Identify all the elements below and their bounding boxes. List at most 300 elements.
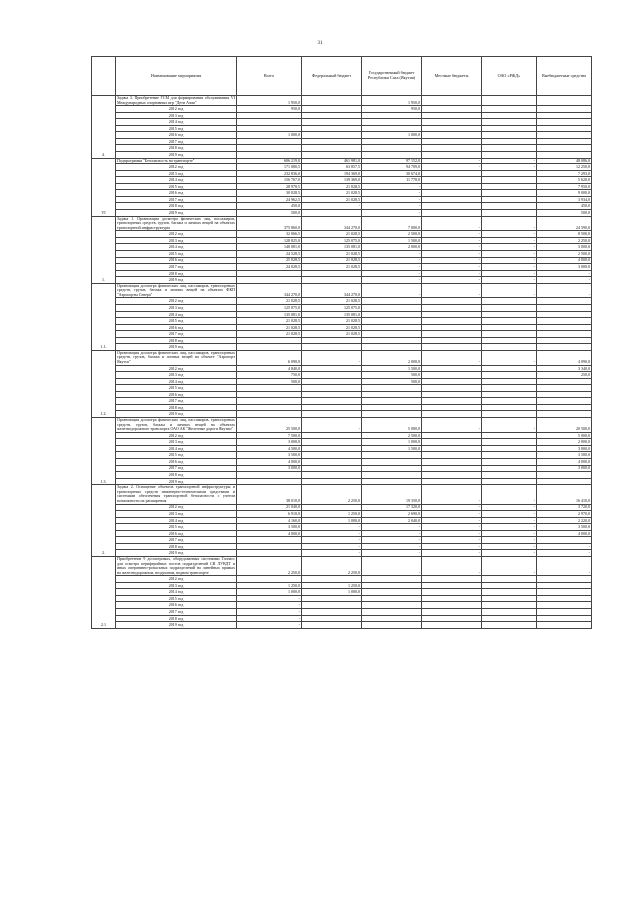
year-label: 2018 год: [116, 145, 237, 152]
value-cell: 21 028,5: [237, 331, 302, 338]
value-cell: -: [362, 250, 422, 257]
value-cell: -: [482, 550, 537, 557]
header-cell: Всего: [237, 57, 302, 96]
value-cell: -: [422, 164, 482, 171]
year-label: 2015 год: [116, 318, 237, 325]
value-cell: 1 250,0: [237, 582, 302, 589]
value-cell: -: [362, 183, 422, 190]
value-cell: -: [422, 537, 482, 544]
value-cell: 450,0: [237, 203, 302, 210]
year-label: 2013 год: [116, 237, 237, 244]
value-cell: 500,0: [362, 378, 422, 385]
total-value-cell: -: [537, 556, 592, 575]
value-cell: 12 250,0: [537, 164, 592, 171]
year-label: 2014 год: [116, 177, 237, 184]
value-cell: -: [482, 231, 537, 238]
year-label: 2017 год: [116, 465, 237, 472]
value-cell: 1 500,0: [362, 445, 422, 452]
value-cell: 4 000,0: [537, 257, 592, 264]
header-cell: Государственный бюджет Республики Саха (Якутия): [362, 57, 422, 96]
year-label: 2013 год: [116, 112, 237, 119]
value-cell: 4 000,0: [237, 458, 302, 465]
total-value-cell: -: [422, 485, 482, 504]
value-cell: 17 320,0: [362, 504, 422, 511]
value-cell: 2 500,0: [362, 432, 422, 439]
total-value-cell: -: [422, 418, 482, 433]
value-cell: -: [422, 511, 482, 518]
year-label: 2015 год: [116, 595, 237, 602]
value-cell: 4 160,0: [237, 517, 302, 524]
table-row: [92, 96, 592, 106]
total-value-cell: 606 219,0: [237, 158, 302, 164]
value-cell: 128 825,0: [237, 237, 302, 244]
year-label: 2012 год: [116, 576, 237, 583]
value-cell: -: [537, 550, 592, 557]
total-value-cell: [302, 96, 362, 106]
value-cell: -: [422, 524, 482, 531]
value-cell: 1 000,0: [302, 589, 362, 596]
value-cell: -: [537, 543, 592, 550]
year-label: 2019 год: [116, 209, 237, 216]
total-value-cell: [482, 96, 537, 106]
item-number: 1.1.: [92, 283, 116, 350]
total-value-cell: -: [422, 158, 482, 164]
table-row: [92, 216, 592, 231]
year-label: 2013 год: [116, 582, 237, 589]
value-cell: -: [482, 264, 537, 271]
year-label: 2014 год: [116, 119, 237, 126]
value-cell: 21 028,5: [302, 183, 362, 190]
item-title: Задача 3. Приобретение ГСМ для формирования обслуживания VI Международных спортивных игр "Дети Азии": [117, 95, 235, 105]
value-cell: [537, 622, 592, 629]
value-cell: 3 720,0: [537, 504, 592, 511]
value-cell: 7 950,0: [537, 183, 592, 190]
value-cell: 1 000,0: [362, 439, 422, 446]
value-cell: 94 709,0: [362, 164, 422, 171]
value-cell: 1 250,0: [302, 582, 362, 589]
year-label: 2016 год: [116, 257, 237, 264]
value-cell: 3 500,0: [537, 524, 592, 531]
value-cell: 1 000,0: [302, 517, 362, 524]
total-value-cell: 19 350,0: [362, 485, 422, 504]
item-title: Организация досмотра физических лиц, пассажиров, транспортных средств, грузов, багажа и личных вещей на объектах железнодорожного транспорта ОАО АК "Железные дороги Якутии": [117, 417, 235, 432]
year-label: 2013 год: [116, 372, 237, 379]
item-title: Организация досмотра физических лиц, пассажиров, транспортных средств, грузов, багажа и личных вещей на объектах ФКП "Аэропорты Севера": [117, 283, 235, 297]
value-cell: 135 081,0: [302, 244, 362, 251]
value-cell: 500,0: [237, 378, 302, 385]
value-cell: -: [302, 203, 362, 210]
total-value-cell: -: [422, 350, 482, 365]
item-number: 1.: [92, 216, 116, 283]
year-label: 2012 год: [116, 106, 237, 113]
value-cell: 4 000,0: [237, 530, 302, 537]
value-cell: 21 040,0: [237, 504, 302, 511]
year-label: 2018 год: [116, 337, 237, 344]
total-value-cell: -: [482, 485, 537, 504]
header-cell: [92, 57, 116, 96]
year-label: 2015 год: [116, 250, 237, 257]
value-cell: -: [237, 602, 302, 609]
year-label: 2014 год: [116, 517, 237, 524]
value-cell: -: [537, 277, 592, 284]
value-cell: 7 500,0: [237, 432, 302, 439]
value-cell: 2 500,0: [537, 250, 592, 257]
total-value-cell: -: [302, 350, 362, 365]
value-cell: 8 500,0: [537, 231, 592, 238]
year-label: 2019 год: [116, 622, 237, 629]
value-cell: 3 000,0: [237, 465, 302, 472]
value-cell: 24 962,5: [237, 196, 302, 203]
total-value-cell: 1 950,0: [362, 96, 422, 106]
value-cell: -: [302, 550, 362, 557]
value-cell: 25 028,5: [237, 257, 302, 264]
value-cell: 4 000,0: [537, 458, 592, 465]
year-label: 2016 год: [116, 132, 237, 139]
year-label: 2015 год: [116, 183, 237, 190]
total-value-cell: 97 152,0: [362, 158, 422, 164]
total-value-cell: 2 000,0: [362, 350, 422, 365]
value-cell: -: [422, 231, 482, 238]
value-cell: 28 978,5: [237, 183, 302, 190]
year-label: 2013 год: [116, 439, 237, 446]
value-cell: -: [362, 257, 422, 264]
value-cell: 2 250,0: [537, 237, 592, 244]
total-value-cell: 2 250,0: [302, 485, 362, 504]
value-cell: 3 000,0: [537, 445, 592, 452]
value-cell: 1 000,0: [237, 132, 302, 139]
value-cell: 950,0: [362, 106, 422, 113]
value-cell: 21 028,5: [302, 318, 362, 325]
value-cell: 135 081,0: [237, 311, 302, 318]
total-value-cell: 38 010,0: [237, 485, 302, 504]
value-cell: -: [482, 244, 537, 251]
year-label: 2017 год: [116, 138, 237, 145]
total-value-cell: 48 086,0: [537, 158, 592, 164]
value-cell: 21 028,5: [237, 324, 302, 331]
value-cell: -: [362, 203, 422, 210]
value-cell: [422, 622, 482, 629]
total-value-cell: -: [482, 556, 537, 575]
year-label: 2014 год: [116, 311, 237, 318]
year-label: 2018 год: [116, 472, 237, 479]
value-cell: 3 000,0: [537, 465, 592, 472]
total-value-cell: 25 500,0: [237, 418, 302, 433]
value-cell: -: [362, 264, 422, 271]
total-value-cell: -: [537, 283, 592, 298]
year-label: 2012 год: [116, 164, 237, 171]
value-cell: 3 000,0: [537, 264, 592, 271]
value-cell: 21 028,5: [302, 190, 362, 197]
total-value-cell: 16 410,0: [537, 485, 592, 504]
value-cell: 500,0: [537, 209, 592, 216]
value-cell: -: [302, 530, 362, 537]
year-label: 2017 год: [116, 537, 237, 544]
value-cell: 194 369,0: [302, 170, 362, 177]
value-cell: 21 028,5: [302, 324, 362, 331]
year-label: 2016 год: [116, 190, 237, 197]
year-label: 2019 год: [116, 152, 237, 159]
value-cell: 125 075,0: [237, 305, 302, 312]
table-body: [92, 96, 592, 629]
total-value-cell: 2 250,0: [302, 556, 362, 575]
value-cell: [302, 622, 362, 629]
value-cell: 171 080,5: [237, 164, 302, 171]
value-cell: -: [362, 196, 422, 203]
year-label: 2019 год: [116, 411, 237, 418]
year-label: 2014 год: [116, 445, 237, 452]
header-cell: Федеральный бюджет: [302, 57, 362, 96]
total-value-cell: -: [302, 418, 362, 433]
value-cell: 11 778,0: [362, 177, 422, 184]
value-cell: -: [422, 277, 482, 284]
value-cell: 9 000,0: [537, 190, 592, 197]
table-row: [92, 283, 592, 298]
value-cell: 4 840,0: [237, 365, 302, 372]
total-value-cell: 1 950,0: [237, 96, 302, 106]
header-cell: Внебюджетные средства: [537, 57, 592, 96]
table-row: [92, 350, 592, 365]
year-label: 2018 год: [116, 404, 237, 411]
value-cell: -: [422, 244, 482, 251]
year-label: 2017 год: [116, 398, 237, 405]
value-cell: 2 220,0: [537, 517, 592, 524]
value-cell: 21 028,5: [302, 331, 362, 338]
value-cell: -: [482, 530, 537, 537]
table-row: [92, 418, 592, 433]
value-cell: 3 000,0: [237, 439, 302, 446]
year-label: 2015 год: [116, 452, 237, 459]
year-label: 2012 год: [116, 504, 237, 511]
value-cell: 21 028,5: [302, 257, 362, 264]
value-cell: 450,0: [537, 203, 592, 210]
value-cell: -: [482, 511, 537, 518]
value-cell: -: [302, 537, 362, 544]
value-cell: -: [362, 550, 422, 557]
value-cell: -: [362, 530, 422, 537]
value-cell: 125 075,0: [302, 237, 362, 244]
item-number: VI: [92, 158, 116, 216]
year-label: 2012 год: [116, 432, 237, 439]
value-cell: 21 028,5: [302, 250, 362, 257]
total-value-cell: -: [362, 556, 422, 575]
value-cell: 21 028,5: [237, 298, 302, 305]
year-label: 2019 год: [116, 550, 237, 557]
total-value-cell: -: [482, 216, 537, 231]
value-cell: -: [482, 537, 537, 544]
value-cell: -: [482, 517, 537, 524]
year-label: 2017 год: [116, 609, 237, 616]
year-label: 2016 год: [116, 324, 237, 331]
value-cell: 1 500,0: [362, 365, 422, 372]
value-cell: -: [422, 270, 482, 277]
year-label: 2012 год: [116, 231, 237, 238]
value-cell: 139 369,0: [302, 177, 362, 184]
value-cell: -: [362, 270, 422, 277]
value-cell: [482, 622, 537, 629]
year-label: 2013 год: [116, 511, 237, 518]
year-label: 2015 год: [116, 524, 237, 531]
value-cell: -: [422, 550, 482, 557]
value-cell: 2 000,0: [362, 244, 422, 251]
value-cell: 2 500,0: [362, 231, 422, 238]
value-cell: 3 500,0: [537, 452, 592, 459]
value-cell: -: [362, 543, 422, 550]
value-cell: 63 857,5: [302, 164, 362, 171]
value-cell: 24 528,5: [237, 250, 302, 257]
year-label: 2017 год: [116, 331, 237, 338]
item-number: 2.1: [92, 556, 116, 628]
item-number: 1.3.: [92, 418, 116, 485]
year-label: 2019 год: [116, 478, 237, 485]
total-value-cell: 344 270,0: [302, 216, 362, 231]
value-cell: -: [482, 270, 537, 277]
budget-table: [91, 56, 592, 629]
value-cell: 30 674,0: [362, 170, 422, 177]
value-cell: -: [237, 595, 302, 602]
item-title: Подпрограмма "Безопасность на транспорте": [116, 158, 237, 164]
year-label: 2014 год: [116, 378, 237, 385]
total-value-cell: 4 090,0: [537, 350, 592, 365]
total-value-cell: 7 000,0: [362, 216, 422, 231]
value-cell: 232 836,0: [237, 170, 302, 177]
value-cell: 3 500,0: [237, 452, 302, 459]
year-label: 2015 год: [116, 125, 237, 132]
value-cell: 4 000,0: [537, 530, 592, 537]
total-value-cell: -: [482, 418, 537, 433]
value-cell: -: [422, 504, 482, 511]
value-cell: -: [422, 237, 482, 244]
value-cell: -: [237, 609, 302, 616]
total-value-cell: -: [482, 158, 537, 164]
value-cell: 3 934,0: [537, 196, 592, 203]
value-cell: 21 028,5: [302, 298, 362, 305]
value-cell: -: [422, 543, 482, 550]
value-cell: 5 000,0: [537, 432, 592, 439]
total-value-cell: -: [422, 216, 482, 231]
value-cell: 1 000,0: [237, 589, 302, 596]
value-cell: -: [537, 270, 592, 277]
value-cell: 3 500,0: [237, 524, 302, 531]
value-cell: -: [237, 622, 302, 629]
value-cell: 6 910,0: [237, 511, 302, 518]
total-value-cell: 375 860,0: [237, 216, 302, 231]
value-cell: [362, 622, 422, 629]
value-cell: 135 081,0: [302, 311, 362, 318]
table-header-row: [92, 57, 592, 96]
table-row: [92, 485, 592, 504]
value-cell: -: [482, 543, 537, 550]
value-cell: 125 075,0: [302, 305, 362, 312]
value-cell: 21 028,5: [302, 264, 362, 271]
value-cell: -: [482, 257, 537, 264]
value-cell: 5 620,0: [537, 177, 592, 184]
header-cell: Наименование мероприятия: [116, 57, 237, 96]
year-label: 2017 год: [116, 196, 237, 203]
total-value-cell: 461 981,0: [302, 158, 362, 164]
item-title: Задача 1. Организация досмотра физических лиц, пассажиров, транспортных средств, грузов, багажа и личных вещей на объектах транспортной инфраструктуры: [117, 216, 235, 230]
value-cell: 21 028,5: [237, 318, 302, 325]
total-value-cell: [537, 96, 592, 106]
value-cell: -: [362, 209, 422, 216]
year-label: 2016 год: [116, 458, 237, 465]
value-cell: -: [482, 250, 537, 257]
value-cell: -: [422, 517, 482, 524]
total-value-cell: -: [422, 556, 482, 575]
year-label: 2015 год: [116, 385, 237, 392]
item-title: Задача 2. Оснащение объектов транспортной инфраструктуры и транспортных средств инженерно-техническими средствами и системами обеспечения транспортной безопасности с учетом возможности их расширения: [117, 484, 235, 503]
value-cell: -: [302, 524, 362, 531]
value-cell: 24 028,5: [237, 264, 302, 271]
total-value-cell: 344 270,0: [237, 283, 302, 298]
value-cell: 21 028,5: [302, 196, 362, 203]
value-cell: -: [422, 264, 482, 271]
value-cell: -: [482, 164, 537, 171]
year-label: 2018 год: [116, 270, 237, 277]
value-cell: -: [237, 615, 302, 622]
total-value-cell: -: [482, 350, 537, 365]
item-title: Организация досмотра физических лиц, пассажиров, транспортных средств, грузов, багажа и личных вещей на объекте "Аэропорт Якутск": [117, 350, 235, 365]
total-value-cell: -: [422, 283, 482, 298]
item-number: 2.: [92, 485, 116, 557]
value-cell: 250,0: [537, 372, 592, 379]
total-value-cell: 20 500,0: [537, 418, 592, 433]
year-label: 2014 год: [116, 244, 237, 251]
value-cell: -: [362, 190, 422, 197]
value-cell: 2 040,0: [362, 517, 422, 524]
value-cell: 32 066,5: [237, 231, 302, 238]
value-cell: -: [362, 537, 422, 544]
value-cell: 2 000,0: [537, 439, 592, 446]
total-value-cell: 6 090,0: [237, 350, 302, 365]
value-cell: -: [422, 250, 482, 257]
value-cell: -: [362, 277, 422, 284]
value-cell: 3 000,0: [537, 244, 592, 251]
total-value-cell: 24 590,0: [537, 216, 592, 231]
total-value-cell: -: [482, 283, 537, 298]
value-cell: -: [362, 524, 422, 531]
year-label: 2012 год: [116, 365, 237, 372]
item-title: Приобретение 9 досмотровых, оборудованных системами Глонасс для осмотра периферийных постов подразделений СВ ЛУВДТ и иных оперативно-розыскных подразделений на линейных прямых на железнодорожном, воздушном, водном транспорте: [117, 556, 235, 575]
value-cell: 4 500,0: [237, 445, 302, 452]
value-cell: -: [302, 543, 362, 550]
value-cell: 7 293,0: [537, 170, 592, 177]
value-cell: 3 340,0: [537, 365, 592, 372]
year-label: 2014 год: [116, 589, 237, 596]
value-cell: 2 690,0: [362, 511, 422, 518]
item-number: 4.: [92, 96, 116, 159]
header-cell: ОАО «РЖД»: [482, 57, 537, 96]
value-cell: 750,0: [237, 372, 302, 379]
value-cell: 140 081,0: [237, 244, 302, 251]
value-cell: -: [422, 257, 482, 264]
value-cell: 30 028,5: [237, 190, 302, 197]
value-cell: 950,0: [237, 106, 302, 113]
value-cell: -: [482, 524, 537, 531]
year-label: 2013 год: [116, 305, 237, 312]
item-number: 1.2.: [92, 350, 116, 417]
value-cell: 2 970,0: [537, 511, 592, 518]
total-value-cell: 2 250,0: [237, 556, 302, 575]
year-label: 2018 год: [116, 543, 237, 550]
value-cell: -: [482, 237, 537, 244]
page-number: 31: [317, 41, 323, 46]
value-cell: 500,0: [237, 209, 302, 216]
year-label: 2018 год: [116, 615, 237, 622]
value-cell: -: [482, 504, 537, 511]
value-cell: 500,0: [362, 372, 422, 379]
year-label: 2016 год: [116, 602, 237, 609]
header-cell: Местные бюджеты: [422, 57, 482, 96]
